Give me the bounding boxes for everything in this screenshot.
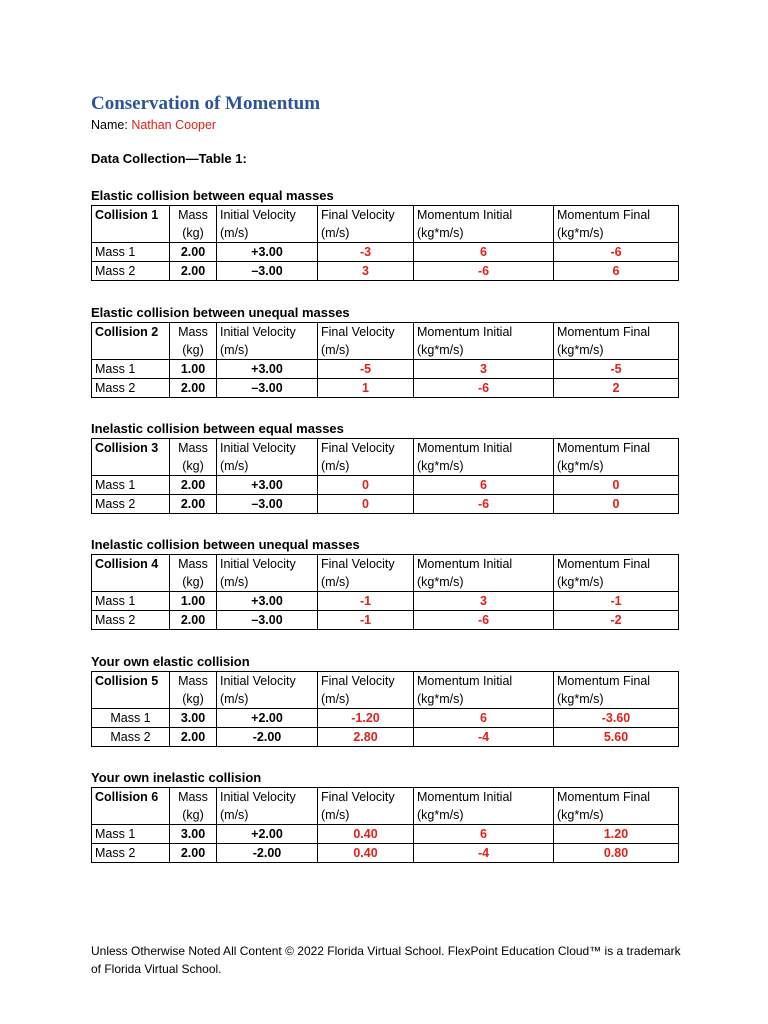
mass-header: Mass <box>170 672 217 691</box>
final-velocity-value: 1 <box>318 379 414 398</box>
momentum-initial-header: Momentum Initial <box>414 788 554 807</box>
table-row <box>92 476 679 495</box>
initial-velocity-value: -2.00 <box>217 728 318 747</box>
collision-label: Collision 5 <box>92 672 170 691</box>
momentum-initial-value: -4 <box>414 844 554 863</box>
mass-header: Mass <box>170 206 217 225</box>
momentum-final-unit: (kg*m/s) <box>554 341 679 360</box>
mass-header: Mass <box>170 788 217 807</box>
final-velocity-header: Final Velocity <box>318 323 414 342</box>
header-units-row <box>92 573 679 592</box>
mass-value: 3.00 <box>170 709 217 728</box>
collision-label: Collision 1 <box>92 206 170 225</box>
momentum-final-value: -5 <box>554 360 679 379</box>
collision-section-3 <box>91 420 678 514</box>
mass-value: 2.00 <box>170 728 217 747</box>
mass-unit: (kg) <box>170 690 217 709</box>
section-title: Your own elastic collision <box>91 654 250 669</box>
collision-section-4 <box>91 536 678 630</box>
collision-table <box>91 322 679 398</box>
collision-table <box>91 671 679 747</box>
table-row <box>92 379 679 398</box>
momentum-final-unit: (kg*m/s) <box>554 457 679 476</box>
momentum-initial-unit: (kg*m/s) <box>414 457 554 476</box>
momentum-final-unit: (kg*m/s) <box>554 806 679 825</box>
mass-value: 1.00 <box>170 592 217 611</box>
momentum-initial-value: -4 <box>414 728 554 747</box>
section-title: Your own inelastic collision <box>91 770 262 785</box>
mass-value: 2.00 <box>170 495 217 514</box>
momentum-initial-value: -6 <box>414 379 554 398</box>
final-velocity-value: 0.40 <box>318 844 414 863</box>
row-label: Mass 1 <box>92 476 170 495</box>
table-row <box>92 825 679 844</box>
blank-cell <box>92 224 170 243</box>
initial-velocity-value: –3.00 <box>217 495 318 514</box>
mass-unit: (kg) <box>170 457 217 476</box>
blank-cell <box>92 806 170 825</box>
initial-velocity-header: Initial Velocity <box>217 555 318 574</box>
row-label: Mass 1 <box>92 709 170 728</box>
collision-section-5 <box>91 653 678 747</box>
momentum-final-value: 5.60 <box>554 728 679 747</box>
initial-velocity-unit: (m/s) <box>217 224 318 243</box>
final-velocity-value: -1 <box>318 611 414 630</box>
momentum-initial-unit: (kg*m/s) <box>414 806 554 825</box>
final-velocity-unit: (m/s) <box>318 806 414 825</box>
momentum-final-value: 0 <box>554 495 679 514</box>
initial-velocity-unit: (m/s) <box>217 573 318 592</box>
initial-velocity-unit: (m/s) <box>217 457 318 476</box>
student-name: Nathan Cooper <box>131 118 217 132</box>
momentum-final-value: -6 <box>554 243 679 262</box>
blank-cell <box>92 341 170 360</box>
table-row <box>92 243 679 262</box>
header-units-row <box>92 341 679 360</box>
momentum-initial-unit: (kg*m/s) <box>414 224 554 243</box>
initial-velocity-header: Initial Velocity <box>217 206 318 225</box>
initial-velocity-value: +2.00 <box>217 709 318 728</box>
final-velocity-header: Final Velocity <box>318 555 414 574</box>
mass-value: 3.00 <box>170 825 217 844</box>
table-row <box>92 495 679 514</box>
header-row <box>92 672 679 691</box>
table-row <box>92 709 679 728</box>
momentum-final-unit: (kg*m/s) <box>554 573 679 592</box>
initial-velocity-header: Initial Velocity <box>217 323 318 342</box>
momentum-initial-header: Momentum Initial <box>414 439 554 458</box>
page-title: Conservation of Momentum <box>91 93 321 114</box>
mass-header: Mass <box>170 439 217 458</box>
header-units-row <box>92 224 679 243</box>
mass-unit: (kg) <box>170 806 217 825</box>
row-label: Mass 1 <box>92 825 170 844</box>
momentum-initial-value: -6 <box>414 262 554 281</box>
momentum-initial-unit: (kg*m/s) <box>414 573 554 592</box>
row-label: Mass 2 <box>92 844 170 863</box>
collision-section-1 <box>91 187 678 281</box>
table-row <box>92 360 679 379</box>
collision-label: Collision 6 <box>92 788 170 807</box>
momentum-initial-unit: (kg*m/s) <box>414 690 554 709</box>
mass-value: 2.00 <box>170 262 217 281</box>
initial-velocity-unit: (m/s) <box>217 806 318 825</box>
initial-velocity-header: Initial Velocity <box>217 439 318 458</box>
momentum-final-header: Momentum Final <box>554 672 679 691</box>
initial-velocity-value: +3.00 <box>217 476 318 495</box>
mass-value: 2.00 <box>170 844 217 863</box>
momentum-initial-value: 3 <box>414 360 554 379</box>
momentum-initial-header: Momentum Initial <box>414 206 554 225</box>
collision-section-6 <box>91 769 678 863</box>
row-label: Mass 1 <box>92 243 170 262</box>
final-velocity-value: -5 <box>318 360 414 379</box>
momentum-initial-header: Momentum Initial <box>414 555 554 574</box>
mass-unit: (kg) <box>170 224 217 243</box>
momentum-initial-value: 6 <box>414 709 554 728</box>
momentum-final-header: Momentum Final <box>554 788 679 807</box>
row-label: Mass 2 <box>92 379 170 398</box>
header-row <box>92 788 679 807</box>
initial-velocity-header: Initial Velocity <box>217 788 318 807</box>
initial-velocity-unit: (m/s) <box>217 690 318 709</box>
blank-cell <box>92 573 170 592</box>
table-row <box>92 728 679 747</box>
collision-section-2 <box>91 304 678 398</box>
collision-table <box>91 205 679 281</box>
table-row <box>92 844 679 863</box>
initial-velocity-value: -2.00 <box>217 844 318 863</box>
final-velocity-value: -1 <box>318 592 414 611</box>
initial-velocity-value: +3.00 <box>217 360 318 379</box>
final-velocity-value: -1.20 <box>318 709 414 728</box>
mass-value: 2.00 <box>170 611 217 630</box>
mass-value: 2.00 <box>170 243 217 262</box>
table-row <box>92 262 679 281</box>
momentum-final-value: 6 <box>554 262 679 281</box>
row-label: Mass 2 <box>92 262 170 281</box>
momentum-final-header: Momentum Final <box>554 323 679 342</box>
header-row <box>92 323 679 342</box>
momentum-final-value: 0 <box>554 476 679 495</box>
data-collection-heading: Data Collection—Table 1: <box>91 151 247 166</box>
momentum-initial-value: -6 <box>414 611 554 630</box>
header-row <box>92 439 679 458</box>
table-row <box>92 592 679 611</box>
momentum-final-unit: (kg*m/s) <box>554 690 679 709</box>
mass-header: Mass <box>170 323 217 342</box>
momentum-final-unit: (kg*m/s) <box>554 224 679 243</box>
initial-velocity-value: –3.00 <box>217 611 318 630</box>
collision-label: Collision 2 <box>92 323 170 342</box>
final-velocity-header: Final Velocity <box>318 788 414 807</box>
mass-value: 2.00 <box>170 379 217 398</box>
collision-label: Collision 4 <box>92 555 170 574</box>
table-row <box>92 611 679 630</box>
section-title: Inelastic collision between unequal masses <box>91 537 360 552</box>
name-line <box>91 118 216 132</box>
momentum-final-value: 2 <box>554 379 679 398</box>
final-velocity-value: 0 <box>318 476 414 495</box>
final-velocity-value: 2.80 <box>318 728 414 747</box>
momentum-initial-value: 6 <box>414 476 554 495</box>
final-velocity-header: Final Velocity <box>318 672 414 691</box>
final-velocity-unit: (m/s) <box>318 457 414 476</box>
final-velocity-unit: (m/s) <box>318 573 414 592</box>
momentum-final-value: 0.80 <box>554 844 679 863</box>
final-velocity-unit: (m/s) <box>318 341 414 360</box>
mass-unit: (kg) <box>170 341 217 360</box>
final-velocity-value: 0 <box>318 495 414 514</box>
header-units-row <box>92 457 679 476</box>
momentum-initial-header: Momentum Initial <box>414 672 554 691</box>
section-title: Inelastic collision between equal masses <box>91 421 344 436</box>
final-velocity-header: Final Velocity <box>318 206 414 225</box>
momentum-final-value: -3.60 <box>554 709 679 728</box>
momentum-initial-value: 3 <box>414 592 554 611</box>
initial-velocity-value: +2.00 <box>217 825 318 844</box>
row-label: Mass 1 <box>92 592 170 611</box>
row-label: Mass 1 <box>92 360 170 379</box>
copyright-footer: Unless Otherwise Noted All Content © 2022 Florida Virtual School. FlexPoint Education Cloud™ is a trademark of Florida Virtual School. <box>91 944 681 976</box>
momentum-initial-value: 6 <box>414 243 554 262</box>
momentum-initial-value: -6 <box>414 495 554 514</box>
header-row <box>92 206 679 225</box>
collision-table <box>91 787 679 863</box>
momentum-initial-unit: (kg*m/s) <box>414 341 554 360</box>
section-title: Elastic collision between unequal masses <box>91 305 350 320</box>
mass-value: 2.00 <box>170 476 217 495</box>
mass-value: 1.00 <box>170 360 217 379</box>
momentum-final-header: Momentum Final <box>554 206 679 225</box>
momentum-initial-value: 6 <box>414 825 554 844</box>
final-velocity-value: 3 <box>318 262 414 281</box>
momentum-final-value: 1.20 <box>554 825 679 844</box>
initial-velocity-unit: (m/s) <box>217 341 318 360</box>
final-velocity-header: Final Velocity <box>318 439 414 458</box>
row-label: Mass 2 <box>92 728 170 747</box>
header-row <box>92 555 679 574</box>
momentum-final-header: Momentum Final <box>554 555 679 574</box>
collision-table <box>91 438 679 514</box>
row-label: Mass 2 <box>92 495 170 514</box>
initial-velocity-value: –3.00 <box>217 262 318 281</box>
mass-unit: (kg) <box>170 573 217 592</box>
blank-cell <box>92 457 170 476</box>
final-velocity-value: 0.40 <box>318 825 414 844</box>
mass-header: Mass <box>170 555 217 574</box>
final-velocity-unit: (m/s) <box>318 224 414 243</box>
collision-label: Collision 3 <box>92 439 170 458</box>
initial-velocity-value: +3.00 <box>217 243 318 262</box>
initial-velocity-header: Initial Velocity <box>217 672 318 691</box>
final-velocity-unit: (m/s) <box>318 690 414 709</box>
momentum-final-header: Momentum Final <box>554 439 679 458</box>
collision-table <box>91 554 679 630</box>
blank-cell <box>92 690 170 709</box>
momentum-final-value: -1 <box>554 592 679 611</box>
row-label: Mass 2 <box>92 611 170 630</box>
momentum-initial-header: Momentum Initial <box>414 323 554 342</box>
header-units-row <box>92 806 679 825</box>
header-units-row <box>92 690 679 709</box>
section-title: Elastic collision between equal masses <box>91 188 334 203</box>
name-label: Name: <box>91 118 128 132</box>
initial-velocity-value: +3.00 <box>217 592 318 611</box>
initial-velocity-value: –3.00 <box>217 379 318 398</box>
final-velocity-value: -3 <box>318 243 414 262</box>
momentum-final-value: -2 <box>554 611 679 630</box>
